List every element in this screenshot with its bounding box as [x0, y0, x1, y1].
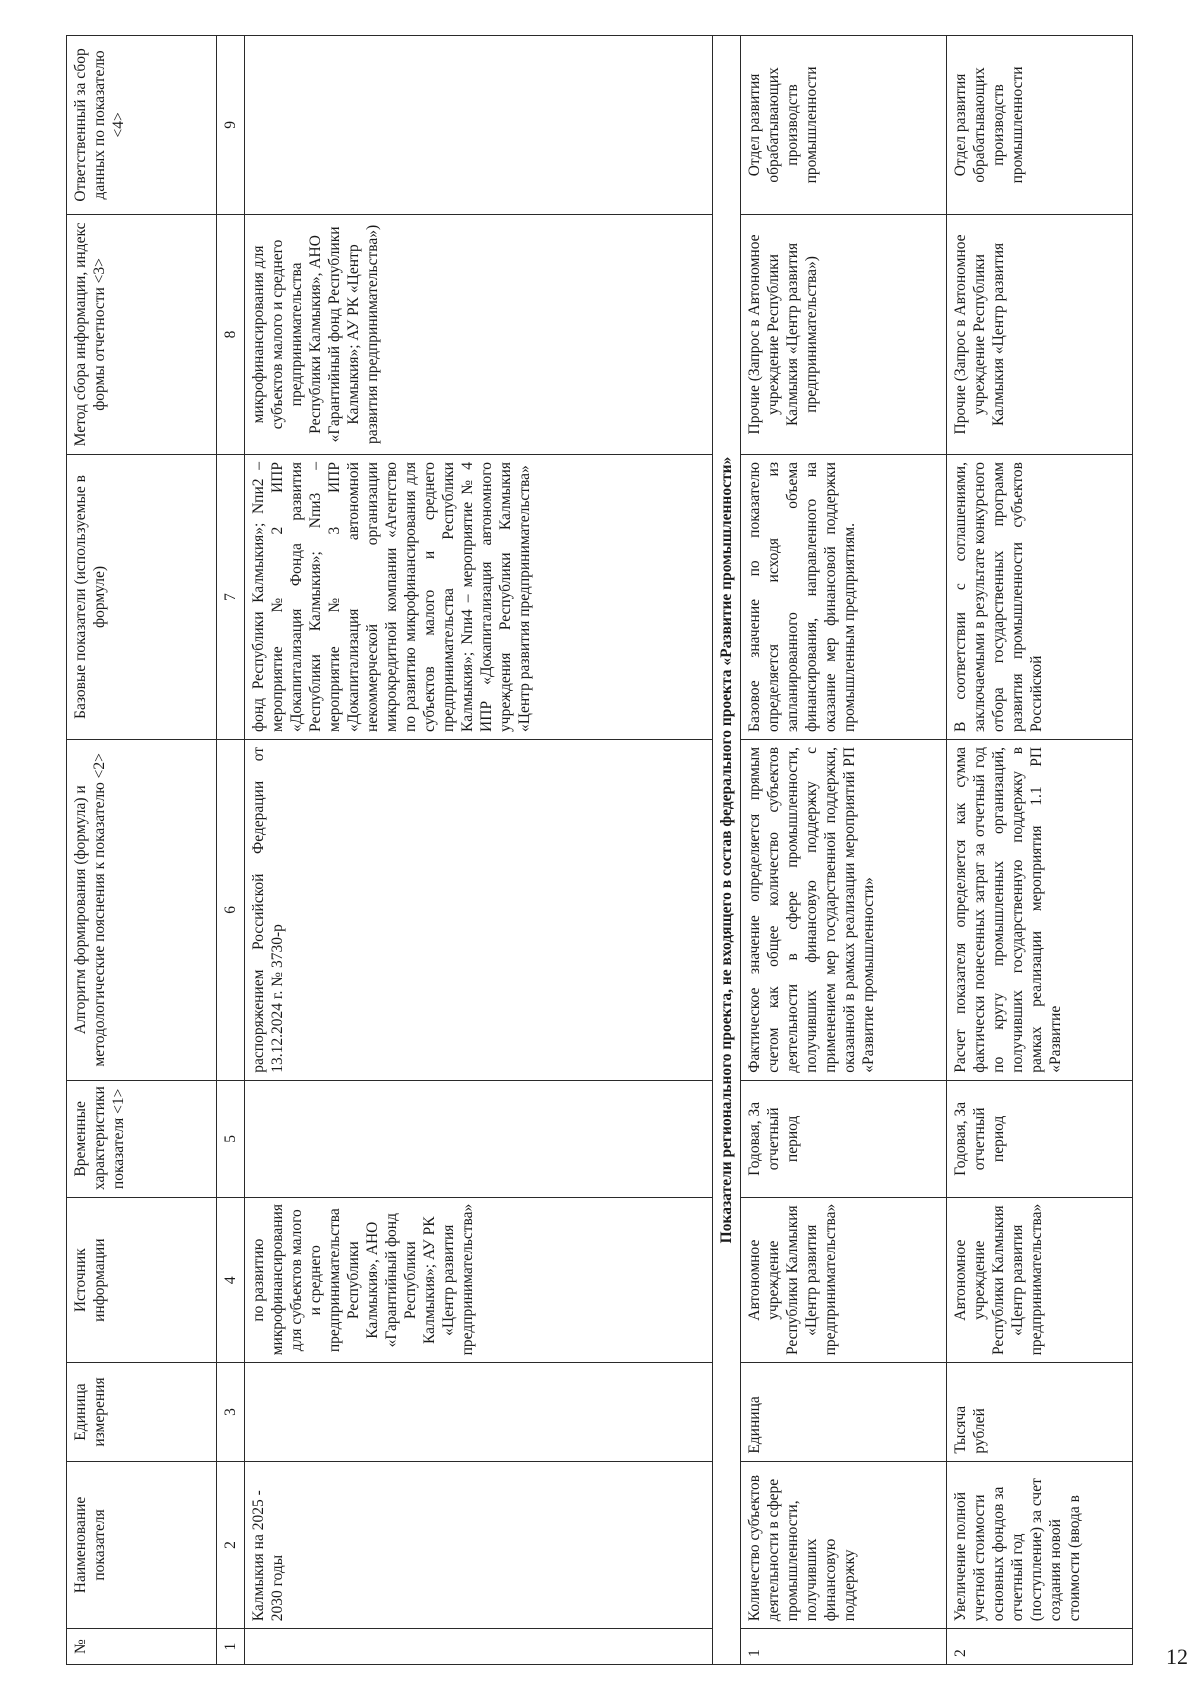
- table-row: [741, 36, 947, 1665]
- header-responsible: Ответственный за сбор данных по показателю <4>: [67, 36, 217, 215]
- cell-unit: Тысяча рублей: [947, 1363, 1133, 1461]
- cell-responsible: Отдел развития обрабатывающих производств промышленности: [947, 36, 1133, 215]
- column-number: 7: [217, 455, 245, 740]
- rotated-table-wrapper: [66, 35, 1116, 1665]
- header-base: Базовые показатели (используемые в формуле): [67, 455, 217, 740]
- cell-algorithm: Расчет показателя определяется как сумма фактически понесенных затрат за отчетный год по кругу промышленных организаций, получивших государственную поддержку в рамках реализации мероприятия 1.1 РП «Развитие: [947, 739, 1133, 1080]
- cell-unit: [245, 1363, 713, 1461]
- header-source: Источник информации: [67, 1198, 217, 1363]
- cell-base: В соответствии с соглашениями, заключаемыми в результате конкурсного отбора государственных программ развития промышленности субъектов Российской: [947, 455, 1133, 740]
- cell-num: [245, 1629, 713, 1665]
- column-number: 4: [217, 1198, 245, 1363]
- indicators-table: [66, 35, 1133, 1665]
- section-header-row: [713, 36, 741, 1665]
- section-title: Показатели регионального проекта, не входящего в состав федерального проекта «Развитие промышленности»: [713, 36, 741, 1665]
- cell-source: по развитию микрофинансирования для субъектов малого и среднего предпринимательства Республики Калмыкия», АНО «Гарантийный фонд Республики Калмыкия»; АУ РК «Центр развития предпринимательства»: [245, 1198, 713, 1363]
- header-row: [67, 36, 217, 1665]
- cell-unit: Единица: [741, 1363, 947, 1461]
- cell-base: фонд Республики Калмыкия»; Nпи2 – мероприятие № 2 ИПР «Докапитализация Фонда развития Республики Калмыкия»; Nпи3 – мероприятие № 3 ИПР «Докапитализация автономной некоммерческой организации микрокредитной компании «Агентство по развитию микрофинансирования для субъектов малого и среднего предпринимательства Республики Калмыкия»; Nпи4 – мероприятие № 4 ИПР «Докапитализация автономного учреждения Республики Калмыкия «Центр развития предпринимательства»: [245, 455, 713, 740]
- column-number: 5: [217, 1080, 245, 1197]
- column-number: 8: [217, 214, 245, 454]
- column-number: 6: [217, 739, 245, 1080]
- cell-num: 2: [947, 1629, 1133, 1665]
- cell-algorithm: Фактическое значение определяется прямым счетом как общее количество субъектов деятельности в сфере промышленности, получивших финансовую поддержку с применением мер государственной поддержки, оказанной в рамках реализации мероприятий РП «Развитие промышленности»: [741, 739, 947, 1080]
- cell-source: Автономное учреждение Республики Калмыкия «Центр развития предпринимательства»: [741, 1198, 947, 1363]
- cell-method: Прочие (Запрос в Автономное учреждение Республики Калмыкия «Центр развития предпринимательства»): [741, 214, 947, 454]
- cell-name: Калмыкия на 2025 - 2030 годы: [245, 1461, 713, 1629]
- header-period: Временные характеристики показателя <1>: [67, 1080, 217, 1197]
- column-number: 2: [217, 1461, 245, 1629]
- cell-algorithm: распоряжением Российской Федерации от 13.12.2024 г. № 3730-р: [245, 739, 713, 1080]
- cell-method: Прочие (Запрос в Автономное учреждение Республики Калмыкия «Центр развития: [947, 214, 1133, 454]
- header-name: Наименование показателя: [67, 1461, 217, 1629]
- column-number: 9: [217, 36, 245, 215]
- cell-period: [245, 1080, 713, 1197]
- cell-responsible: [245, 36, 713, 215]
- cell-responsible: Отдел развития обрабатывающих производств промышленности: [741, 36, 947, 215]
- table-row-continued: [245, 36, 713, 1665]
- cell-name: Увеличение полной учетной стоимости основных фондов за отчетный год (поступление) за счет создания новой стоимости (ввода в: [947, 1461, 1133, 1629]
- cell-method: микрофинансирования для субъектов малого и среднего предпринимательства Республики Калмыкия», АНО «Гарантийный фонд Республики Калмыкия»; АУ РК «Центр развития предпринимательства»): [245, 214, 713, 454]
- header-algorithm: Алгоритм формирования (формула) и методологические пояснения к показателю <2>: [67, 739, 217, 1080]
- page-number: 12: [1166, 1644, 1188, 1669]
- cell-base: Базовое значение по показателю определяется исходя из запланированного объема финансирования, направленного на оказание мер финансовой поддержки промышленным предприятиям.: [741, 455, 947, 740]
- cell-period: Годовая, За отчетный период: [947, 1080, 1133, 1197]
- column-number: 3: [217, 1363, 245, 1461]
- table-row: [947, 36, 1133, 1665]
- column-number-row: [217, 36, 245, 1665]
- cell-source: Автономное учреждение Республики Калмыкия «Центр развития предпринимательства»: [947, 1198, 1133, 1363]
- cell-num: 1: [741, 1629, 947, 1665]
- header-method: Метод сбора информации, индекс формы отчетности <3>: [67, 214, 217, 454]
- header-unit: Единица измерения: [67, 1363, 217, 1461]
- cell-period: Годовая, За отчетный период: [741, 1080, 947, 1197]
- header-num: №: [67, 1629, 217, 1665]
- column-number: 1: [217, 1629, 245, 1665]
- cell-name: Количество субъектов деятельности в сфере промышленности, получивших финансовую поддержку: [741, 1461, 947, 1629]
